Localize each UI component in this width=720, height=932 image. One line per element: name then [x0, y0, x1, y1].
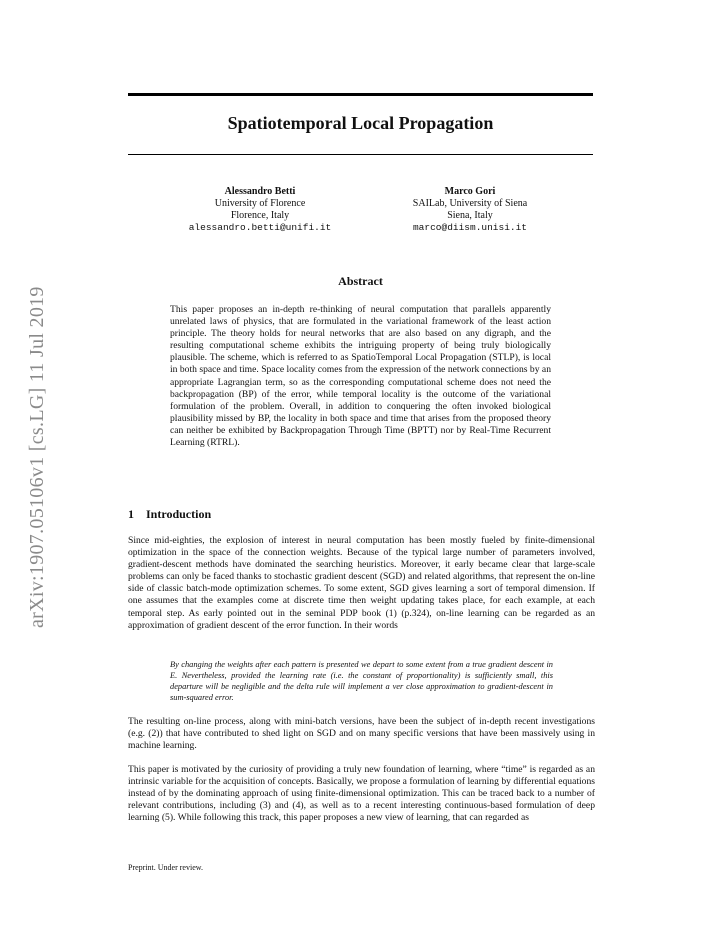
author-name: Alessandro Betti: [224, 186, 296, 197]
arxiv-identifier-stamp: arXiv:1907.05106v1 [cs.LG] 11 Jul 2019: [26, 286, 48, 628]
body-paragraph: Since mid-eighties, the explosion of interest in neural computation has been mostly fueled by finite-dimensional optimization in the space of the connection weights. Because of the typical large number of parameters involved, gradient-descent methods have dominated the searching heuristics. Moreover, it early became clear that large-scale problems can only be faced thanks to stochastic gradient descent (SGD) and related algorithms, that represent the on-line side of classic batch-mode optimization schemes. To some extent, SGD gives learning a sort of temporal dimension. If one assumes that the examples come at discrete time then weight updating takes place, for each example, at each temporal step. As early pointed out in the seminal PDP book (1) (p.324), on-line learning can be regarded as an approximation of gradient descent of the error function. In their words: [128, 535, 595, 631]
paper-title: Spatiotemporal Local Propagation: [227, 113, 494, 133]
author-location: Siena, Italy: [447, 210, 493, 221]
author-location: Florence, Italy: [230, 210, 290, 221]
title-top-rule: [128, 93, 593, 96]
preprint-footer: Preprint. Under review.: [128, 863, 204, 872]
section-title: Introduction: [146, 507, 212, 521]
abstract-heading: Abstract: [338, 274, 383, 288]
author-email[interactable]: alessandro.betti@unifi.it: [188, 222, 332, 233]
author-name: Marco Gori: [444, 186, 496, 197]
block-quote: By changing the weights after each pattern is presented we depart to some extent from a true gradient descent in E. Nevertheless, provided the learning rate (i.e. the constant of proportionality) is sufficiently small, this departure will be negligible and the delta rule will implement a ver close approximation to gradient-descent in sum-squared error.: [170, 660, 553, 702]
author-email[interactable]: marco@diism.unisi.it: [412, 222, 528, 233]
author-block-1: [160, 186, 360, 234]
body-paragraph: The resulting on-line process, along with mini-batch versions, have been the subject of in-depth recent investigations (e.g. (2)) that have contributed to shed light on SGD and on many specific versions that have been massively using in machine learning.: [128, 716, 595, 752]
abstract-text: This paper proposes an in-depth re-thinking of neural computation that parallels apparently unrelated laws of physics, that are formulated in the variational framework of the least action principle. The theory holds for neural networks that are also based on any digraph, and the resulting computational scheme exhibits the intriguing property of being truly biologically plausible. The scheme, which is referred to as SpatioTemporal Local Propagation (STLP), is local in both space and time. Space locality comes from the expression of the network connections by an appropriate Lagrangian term, so as the corresponding computational scheme does not need the backpropagation (BP) of the error, while temporal locality is the outcome of the variational formulation of the problem. Overall, in addition to conquering the often invoked biological plausibility missed by BP, the locality in both space and time that arises from the proposed theory can neither be exhibited by Backpropagation Through Time (BPTT) nor by Real-Time Recurrent Learning (RTRL).: [170, 304, 551, 449]
section-number: 1: [128, 507, 134, 521]
body-paragraph: This paper is motivated by the curiosity of providing a truly new foundation of learning, where “time” is regarded as an intrinsic variable for the acquisition of concepts. Basically, we propose a formulation of learning by differential equations instead of by the dominating approach of using finite-dimensional optimization. This can be traced back to a number of relevant contributions, including (3) and (4), as well as to a recent interesting continuous-based formulation of deep learning (5). While following this track, this paper proposes a new view of learning, that can regarded as: [128, 764, 595, 824]
section-heading: [128, 507, 211, 522]
title-bottom-rule: [128, 154, 593, 155]
author-affiliation: University of Florence: [214, 198, 306, 209]
author-affiliation: SAILab, University of Siena: [412, 198, 528, 209]
author-block-2: [370, 186, 570, 234]
